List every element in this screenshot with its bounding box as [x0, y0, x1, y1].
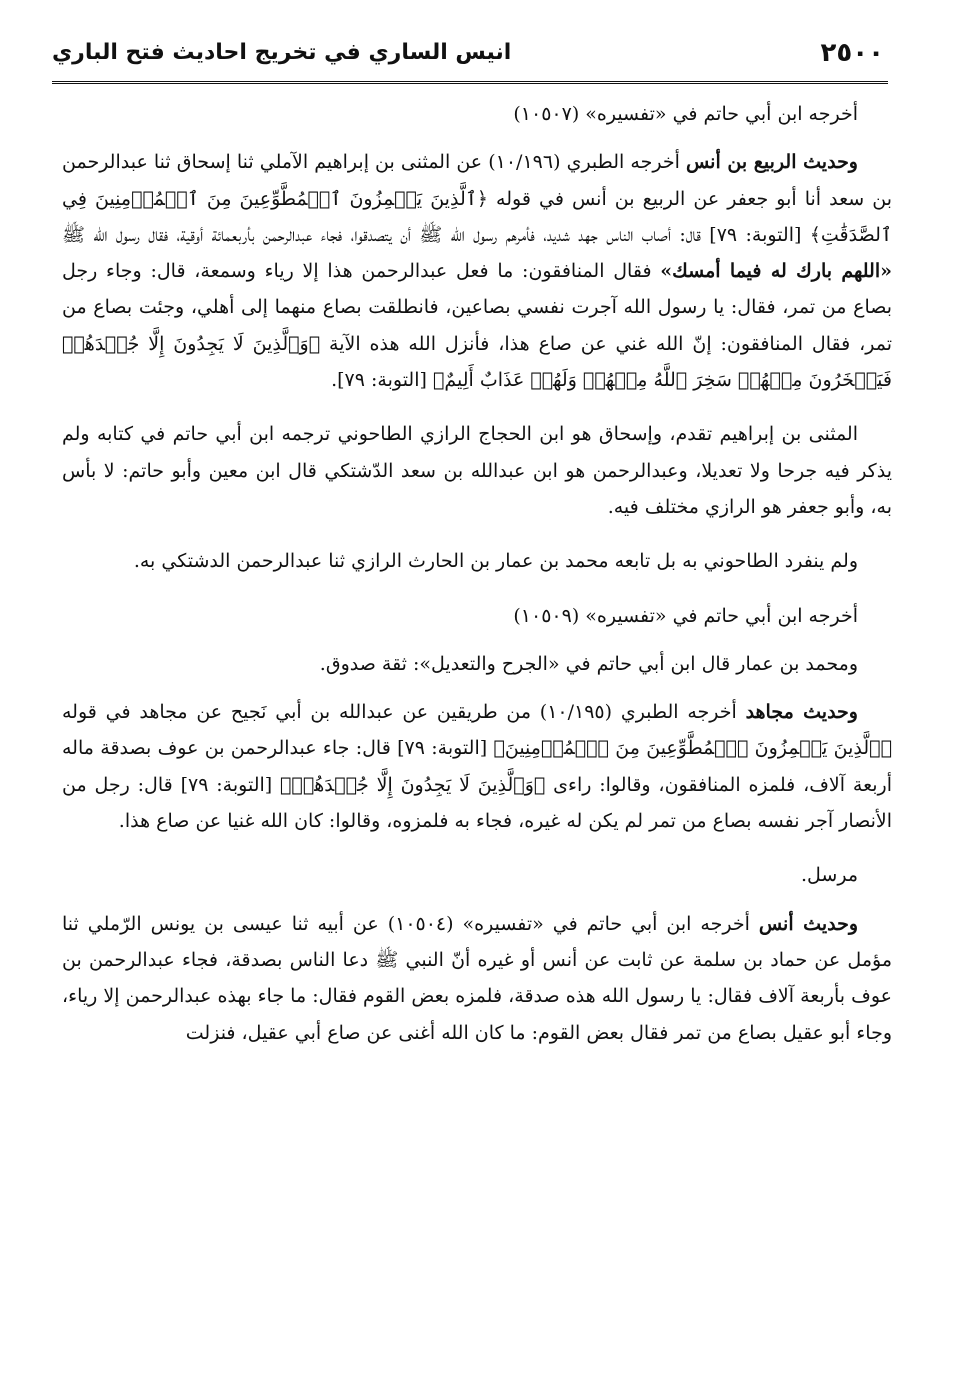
hadith-heading: وحديث مجاهد [745, 701, 858, 724]
paragraph-8 [62, 857, 892, 893]
page-number: ٢٥٠٠ [820, 38, 884, 68]
hadith-heading: وحديث الربيع بن أنس [685, 151, 858, 174]
paragraph-9 [62, 906, 892, 1051]
text-run: فقال المنافقون: ما فعل عبدالرحمن هذا إلا رياء وسمعة، قال: وجاء رجل بصاع من تمر، فقال: يا رسول الله آجرت نفسي بصاعين، فانطلقت بصاع منهما إلى أهلي، وجئت بصاع من تمر، فقال المنافقون: إنّ الله غني عن صاع هذا، فأنزل الله هذه الآية ﴿وَٱلَّذِينَ لَا يَجِدُونَ إِلَّا جُهۡدَهُمۡ فَيَسۡخَرُونَ مِنۡهُمۡ سَخِرَ ٱللَّهُ مِنۡهُمۡ وَلَهُمۡ عَذَابٌ أَلِيمٌ﴾ [التوبة: ٧٩]. [62, 260, 892, 392]
text-run: أخرجه ابن أبي حاتم في «تفسيره» (١٠٥٠٧) [513, 103, 858, 125]
header-rule [52, 81, 888, 84]
paragraph-2 [62, 144, 892, 398]
paragraph-3 [62, 416, 892, 525]
paragraph-1 [62, 96, 892, 132]
hadith-heading: وحديث أنس [758, 912, 858, 935]
paragraph-5 [62, 598, 892, 634]
book-title: انيس الساري في تخريج احاديث فتح الباري [52, 40, 512, 65]
text-run: أخرجه الطبري (١٠/١٩٦) عن المثنى بن إبراهيم الآملي ثنا إسحاق ثنا عبدالرحمن بن سعد أنا أبو جعفر عن الربيع بن أنس في قوله ﴿ٱلَّذِينَ يَلۡمِزُونَ ٱلۡمُطَّوِّعِينَ مِنَ ٱلۡمُؤۡمِنِينَ فِي ٱلصَّدَقَٰتِ﴾ [التوبة: ٧٩] قال: أصاب الناس جهد شديد، فأمرهم رسول الله ﷺ أن يتصدقوا، فجاء عبدالرحمن بأربعمائة أوقية، فقال رسول الله ﷺ [62, 151, 892, 246]
text-run: ومحمد بن عمار قال ابن أبي حاتم في «الجرح والتعديل»: ثقة صدوق. [319, 652, 858, 675]
text-run: أخرجه ابن أبي حاتم في «تفسيره» (١٠٥٠٤) عن أبيه ثنا عيسى بن يونس الرّملي ثنا مؤمل عن حماد بن سلمة عن ثابت عن أنس أو غيره أنّ النبي ﷺ دعا الناس بصدقة، فجاء عبدالرحمن بن عوف بأربعة آلاف فقال: يا رسول الله هذه صدقة، فلمزه بعض القوم فقال: ما جاء بهذه عبدالرحمن إلا رياء، وجاء أبو عقيل بصاع من تمر فقال بعض القوم: ما كان الله أغنى عن صاع أبي عقيل، فنزلت [62, 912, 892, 1044]
paragraph-4 [62, 543, 892, 579]
page-header [52, 34, 888, 86]
text-run: أخرجه ابن أبي حاتم في «تفسيره» (١٠٥٠٩) [513, 604, 858, 627]
prophetic-supplication: «اللهم بارك له فيما أمسك» [660, 260, 892, 283]
text-run: ولم ينفرد الطاحوني به بل تابعه محمد بن عمار بن الحارث الرازي ثنا عبدالرحمن الدشتكي به. [133, 550, 858, 573]
text-run: مرسل. [800, 864, 858, 887]
text-run: المثنى بن إبراهيم تقدم، وإسحاق هو ابن الحجاج الرازي الطاحوني ترجمه ابن أبي حاتم في كتابه ولم يذكر فيه جرحا ولا تعديلا، وعبدالرحمن هو ابن عبدالله بن سعد الدّشتكي قال ابن معين وأبو حاتم: لا بأس به، وأبو جعفر هو الرازي مختلف فيه. [62, 423, 892, 518]
text-run: أخرجه الطبري (١٠/١٩٥) من طريقين عن عبدالله بن أبي نَجيح عن مجاهد في قوله ﴿ٱلَّذِينَ يَلۡمِزُونَ ٱلۡمُطَّوِّعِينَ مِنَ ٱلۡمُؤۡمِنِينَ﴾ [التوبة: ٧٩] قال: جاء عبدالرحمن بن عوف بصدقة ماله أربعة آلاف، فلمزه المنافقون، وقالوا: راءى ﴿وَٱلَّذِينَ لَا يَجِدُونَ إِلَّا جُهۡدَهُمۡ﴾ [التوبة: ٧٩] قال: رجل من الأنصار آجر نفسه بصاع من تمر لم يكن له غيره، فجاء به فلمزوه، وقالوا: كان الله غنيا عن صاع هذا. [62, 701, 892, 833]
paragraph-6 [62, 646, 892, 682]
page-body [62, 96, 892, 1069]
paragraph-7 [62, 694, 892, 839]
